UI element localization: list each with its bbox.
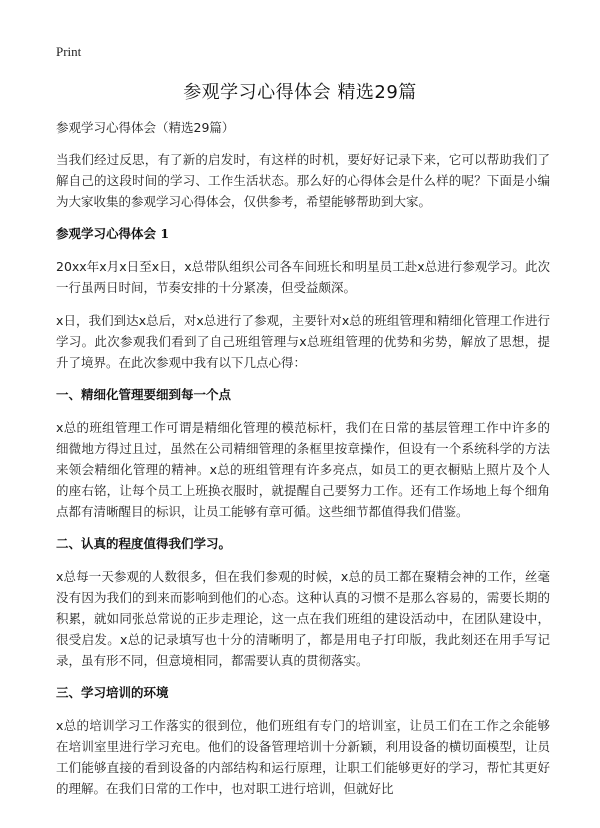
page-title: 参观学习心得体会 精选29篇 [183,82,417,103]
subheading: 三、学习培训的环境 [56,685,169,700]
paragraph: x总的培训学习工作落实的很到位，他们班组有专门的培训室，让员工们在工作之余能够在培训室里进行学习充电。他们的设备管理培训十分新颖，利用设备的横切面模型，让员工们能够直接的看到设备的内部结构和运行原理，让职工们能够更好的学习，帮忙其更好的理解。在我们日常的工作中，也对职工进行培训，但就好比 [56,718,550,796]
paragraph: x总的班组管理工作可谓是精细化管理的模范标杆，我们在日常的基层管理工作中许多的细微地方得过且过，虽然在公司精细管理的条框里按章操作，但设有一个系统科学的方法来领会精细化管理的精神。x总的班组管理有许多亮点，如员工的更衣橱贴上照片及个人的座右铭，让每个员工上班换衣服时，就提醒自己要努力工作。还有工作场地上每个细角点都有清晰醒目的标识，让员工能够有章可循。这些细节都值得我们借鉴。 [56,420,550,519]
subheading: 二、认真的程度值得我们学习。 [56,536,232,551]
article-body [56,119,550,811]
paragraph: x日，我们到达x总后，对x总进行了参观，主要针对x总的班组管理和精细化管理工作进行学习。此次参观我们看到了自己班组管理与x总班组管理的优势和劣势，解放了思想，提升了境界。在此次参观中我有以下几点心得： [56,313,550,370]
intro-paragraph: 当我们经过反思，有了新的启发时，有这样的时机，要好好记录下来，它可以帮助我们了解自己的这段时间的学习、工作生活状态。那么好的心得体会是什么样的呢？下面是小编为大家收集的参观学习心得体会，仅供参考，希望能够帮助到大家。 [56,152,550,209]
subheading: 一、精细化管理要细到每一个点 [56,387,232,402]
article-subtitle: 参观学习心得体会（精选29篇） [56,120,235,135]
paragraph: 20xx年x月x日至x日，x总带队组织公司各车间班长和明星员工赴x总进行参观学习。此次一行虽两日时间，节奏安排的十分紧凑，但受益颇深。 [56,259,550,295]
section-heading: 参观学习心得体会 1 [56,226,170,241]
paragraph: x总每一天参观的人数很多，但在我们参观的时候，x总的员工都在聚精会神的工作，丝毫没有因为我们的到来而影响到他们的心态。这种认真的习惯不是那么容易的，需要长期的积累，就如同张总常说的正步走理论，这一点在我们班组的建设活动中，在团队建设中，很受启发。x总的记录填写也十分的清晰明了，都是用电子打印版，我此刻还在用手写记录，虽有形不同，但意境相同，都需要认真的贯彻落实。 [56,569,550,668]
print-link[interactable]: Print [56,44,82,59]
